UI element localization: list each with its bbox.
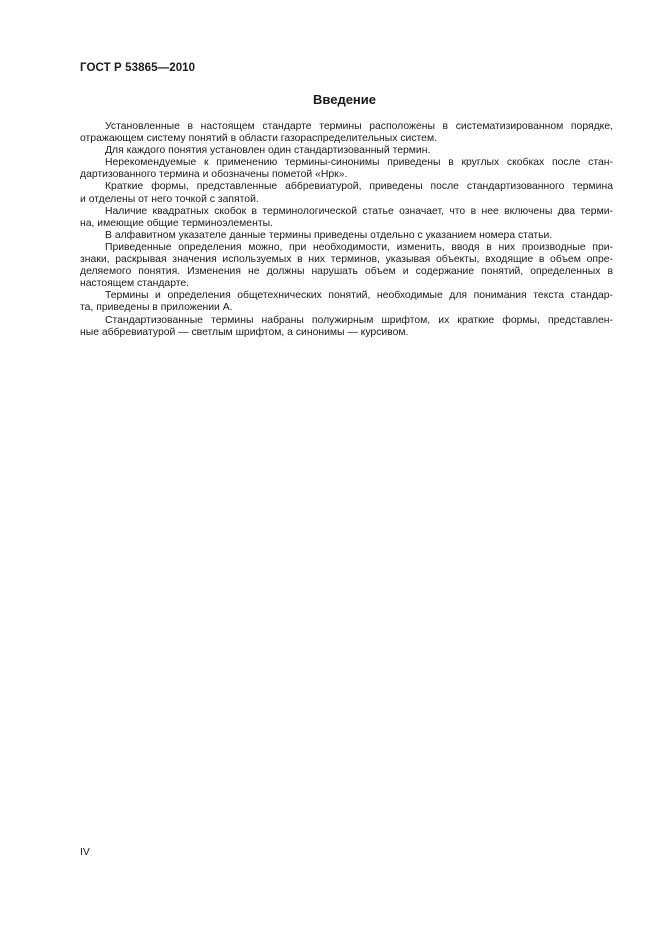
paragraph-line: Нерекомендуемые к применению термины-синонимы приведены в круглых скобках после стан- <box>105 157 613 169</box>
paragraph-line: Для каждого понятия установлен один стандартизованный термин. <box>105 145 431 157</box>
paragraph-line: и отделены от него точкой с запятой. <box>80 193 259 205</box>
paragraph-line: отражающем систему понятий в области газораспределительных систем. <box>80 133 437 145</box>
page-number: IV <box>80 847 90 858</box>
paragraph-line: дартизованного термина и обозначены пометой «Нрк». <box>80 169 348 181</box>
paragraph-line: Установленные в настоящем стандарте термины расположены в систематизированном порядке, <box>105 121 613 132</box>
paragraph-line: Приведенные определения можно, при необходимости, изменить, вводя в них производные при- <box>105 241 613 253</box>
paragraph-line: на, имеющие общие терминоэлементы. <box>80 217 273 229</box>
paragraph-line: деляемого понятия. Изменения не должны нарушать объем и содержание понятий, определенных в <box>80 266 613 278</box>
paragraph-line: В алфавитном указателе данные термины приведены отдельно с указанием номера статьи. <box>105 229 553 241</box>
paragraph-line: Краткие формы, представленные аббревиатурой, приведены после стандартизованного термина <box>105 181 613 193</box>
section-title: Введение <box>313 92 376 107</box>
paragraph-line: Термины и определения общетехнических понятий, необходимые для понимания текста стандар- <box>105 290 613 302</box>
paragraph-line: знаки, раскрывая значения используемых в них терминов, указывая объекты, входящие в объем опре- <box>80 254 613 266</box>
paragraph-line: настоящем стандарте. <box>80 278 190 290</box>
paragraph-line: Стандартизованные термины набраны полужирным шрифтом, их краткие формы, представлен- <box>105 314 613 326</box>
introduction-body <box>80 121 613 339</box>
paragraph-line: та, приведены в приложении А. <box>80 302 233 314</box>
standard-code-header: ГОСТ Р 53865—2010 <box>80 62 196 74</box>
paragraph-line: Наличие квадратных скобок в терминологической статье означает, что в нее включены два терми- <box>105 205 613 217</box>
paragraph-line: ные аббревиатурой — светлым шрифтом, а синонимы — курсивом. <box>80 326 409 338</box>
